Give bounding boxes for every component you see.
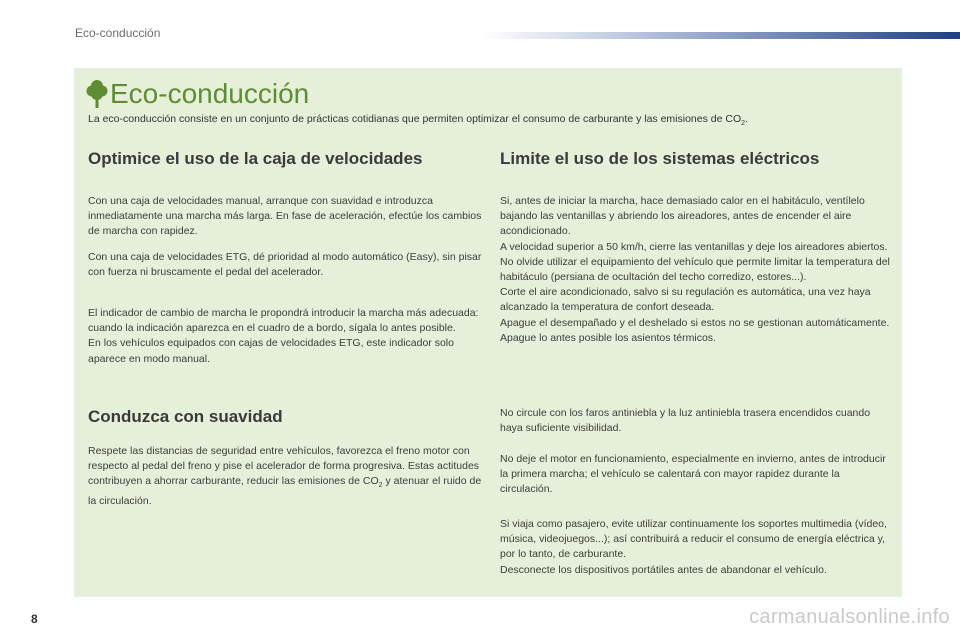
gearbox-paragraph-3 — [88, 306, 483, 367]
electrical-line-5: Apague el desempañado y el deshelado si estos no se gestionan automáticamente. — [500, 316, 890, 329]
watermark: carmanualsonline.info — [749, 606, 950, 628]
electrical-paragraph-2: No circule con los faros antiniebla y la luz antiniebla trasera encendidos cuando haya suficiente visibilidad. — [500, 407, 871, 435]
electrical-line-3: No olvide utilizar el equipamiento del vehículo que permite limitar la temperatura del habitáculo (persiana de ocultación del techo corredizo, estores...). — [500, 255, 890, 284]
electrical-paragraph-3: No deje el motor en funcionamiento, especialmente en invierno, antes de introducir la primera marcha; el vehículo se calentará con mayor rapidez durante la circulación. — [500, 453, 886, 496]
smooth-main: Respete las distancias de seguridad entre vehículos, favorezca el freno motor con respecto al pedal del freno y pise el acelerador de forma progresiva. Estas actitudes contribuyen a ahorrar carburante, reducir las emisiones de CO — [88, 445, 480, 488]
gearbox-paragraph-3a: El indicador de cambio de marcha le propondrá introducir la marcha más adecuada: cuando la indicación aparezca en el cuadro de a bordo, sígala lo antes posible. — [88, 307, 479, 335]
gearbox-paragraph-1: Con una caja de velocidades manual, arranque con suavidad e introduzca inmediatamente una marcha más larga. En fase de aceleración, efectúe los cambios de marcha con rapidez. — [88, 195, 482, 238]
header-section-title: Eco-conducción — [75, 26, 161, 40]
electrical-paragraph-4b: Desconecte los dispositivos portátiles antes de abandonar el vehículo. — [500, 563, 827, 576]
intro-end: . — [745, 113, 748, 125]
header-decorative-bar — [480, 32, 960, 39]
heading-gearbox: Optimice el uso de la caja de velocidades — [88, 149, 423, 168]
intro-sub: 2 — [741, 120, 746, 128]
electrical-line-4: Corte el aire acondicionado, salvo si su regulación es automática, una vez haya alcanzado la temperatura de confort deseada. — [500, 286, 871, 314]
smooth-paragraph — [88, 444, 483, 509]
smooth-sub: 2 — [378, 482, 383, 490]
electrical-paragraph-4 — [500, 517, 895, 578]
page-title — [86, 78, 309, 110]
page-number: 8 — [31, 612, 38, 626]
tree-icon — [86, 79, 108, 109]
electrical-line-6: Apague lo antes posible los asientos térmicos. — [500, 331, 716, 344]
heading-smooth-driving: Conduzca con suavidad — [88, 407, 283, 426]
heading-electrical-systems: Limite el uso de los sistemas eléctricos — [500, 149, 820, 168]
smooth-end: y atenuar el ruido de la circulación. — [88, 475, 482, 507]
electrical-paragraph-1 — [500, 194, 895, 346]
intro-main: La eco-conducción consiste en un conjunto de prácticas cotidianas que permiten optimizar el consumo de carburante y las emisiones de CO — [88, 113, 742, 125]
page-title-text: Eco-conducción — [110, 78, 310, 109]
electrical-line-2: A velocidad superior a 50 km/h, cierre las ventanillas y deje los aireadores abiertos. — [500, 240, 888, 253]
intro-text — [88, 112, 888, 131]
electrical-paragraph-4a: Si viaja como pasajero, evite utilizar continuamente los soportes multimedia (vídeo, música, videojuegos...); así contribuirá a reducir el consumo de energía eléctrica y, por lo tanto, de carburante. — [500, 518, 887, 561]
electrical-line-1: Si, antes de iniciar la marcha, hace demasiado calor en el habitáculo, ventílelo bajando las ventanillas y abriendo los aireadores, antes de encender el aire acondicionado. — [500, 195, 865, 238]
gearbox-paragraph-3b: En los vehículos equipados con cajas de velocidades ETG, este indicador solo aparece en modo manual. — [88, 337, 454, 365]
gearbox-paragraph-2: Con una caja de velocidades ETG, dé prioridad al modo automático (Easy), sin pisar con fuerza ni bruscamente el pedal del acelerador. — [88, 251, 482, 279]
